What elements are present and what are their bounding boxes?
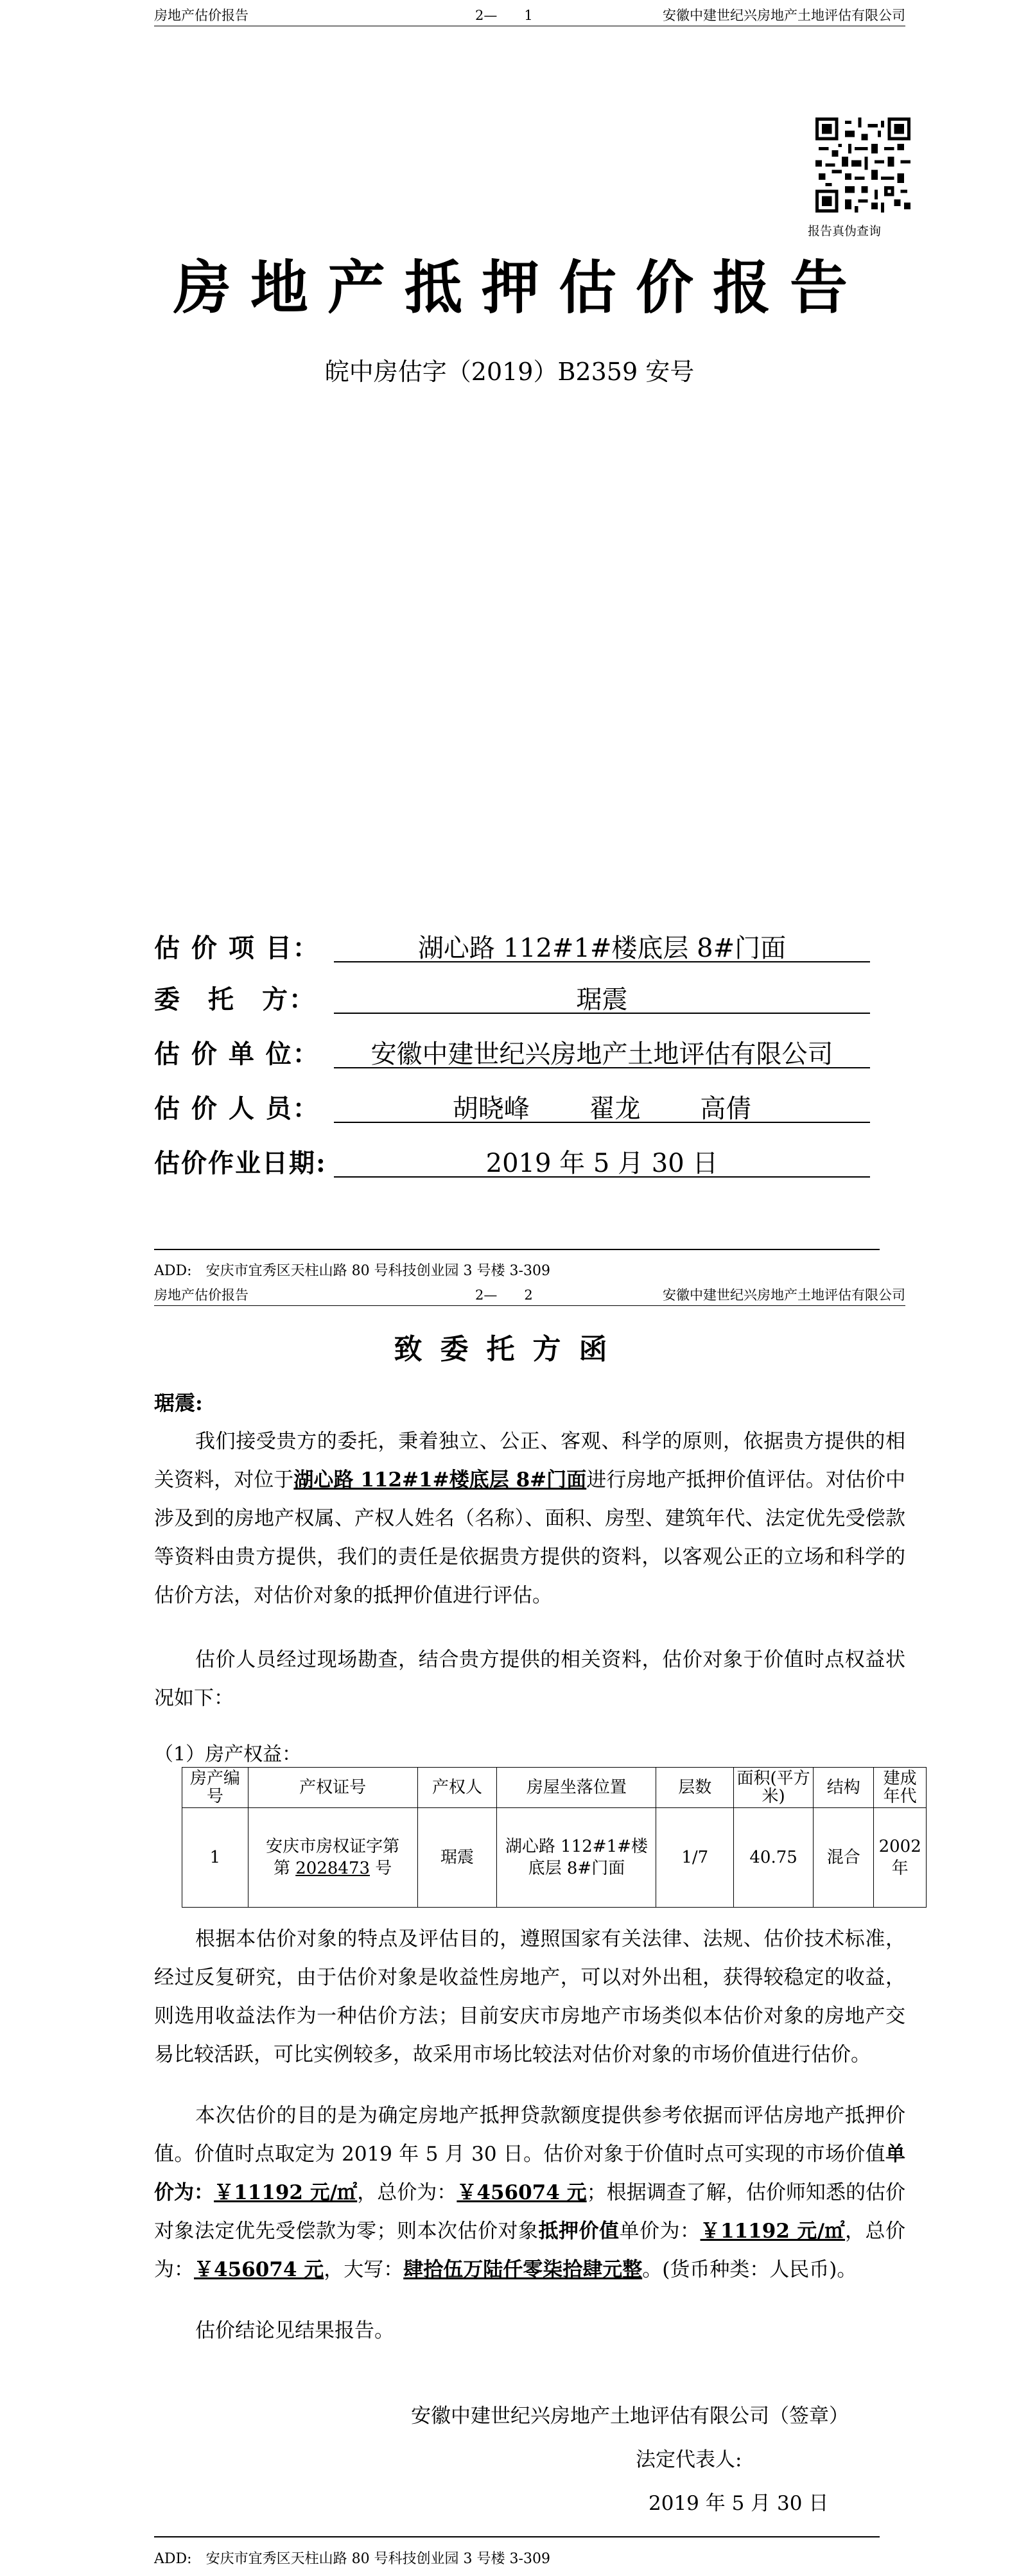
mortgage-unit-price: ￥11192 元/㎡ <box>700 2220 846 2243</box>
field-value: 安徽中建世纪兴房地产土地评估有限公司 <box>334 1034 870 1068</box>
header-right: 安徽中建世纪兴房地产土地评估有限公司 <box>663 8 905 23</box>
field-value: 2019 年 5 月 30 日 <box>334 1143 870 1178</box>
signature-date: 2019 年 5 月 30 日 <box>649 2492 829 2515</box>
field-label: 委 托 方： <box>154 984 316 1014</box>
table-cell: 琚震 <box>417 1808 497 1908</box>
paragraph-1 <box>154 1422 905 1615</box>
table-cell: 湖心路 112#1#楼底层 8#门面 <box>497 1808 656 1908</box>
property-rights-table <box>182 1767 927 1908</box>
legal-representative: 法定代表人: <box>636 2448 742 2471</box>
table-cell: 2002年 <box>874 1808 927 1908</box>
table-header-row <box>182 1768 927 1808</box>
header-right: 安徽中建世纪兴房地产土地评估有限公司 <box>663 1287 905 1303</box>
text: 。(货币种类：人民币)。 <box>642 2258 857 2281</box>
table-cell: 1 <box>182 1808 248 1908</box>
field-label: 估 价 人 员： <box>154 1093 320 1124</box>
table-cell: 混合 <box>814 1808 874 1908</box>
text: 单价为： <box>619 2220 701 2243</box>
field-appraiser-company <box>154 1034 880 1072</box>
text: ，大写： <box>324 2258 404 2281</box>
qr-code-icon[interactable] <box>815 117 910 213</box>
field-client <box>154 979 880 1018</box>
table-cell: 40.75 <box>734 1808 814 1908</box>
footer-address: ADD: 安庆市宜秀区天柱山路 80 号科技创业园 3 号楼 3-309 <box>154 2551 550 2567</box>
table-header: 结构 <box>814 1768 874 1808</box>
header-left: 房地产估价报告 <box>154 8 248 23</box>
salutation: 琚震: <box>154 1391 203 1415</box>
text: 抵押价值 <box>538 2220 620 2243</box>
field-label: 估 价 单 位： <box>154 1039 320 1069</box>
sub-heading: （1）房产权益： <box>154 1743 302 1766</box>
document-number: 皖中房估字（2019）B2359 安号 <box>324 358 695 386</box>
footer-rule <box>154 1249 880 1250</box>
company-signature: 安徽中建世纪兴房地产土地评估有限公司（签章） <box>411 2405 849 2428</box>
field-project <box>154 928 880 966</box>
text: 我们接受贵方的委托，秉着独立、公正、客观、科学的原则，依据贵方提供的相关资料，对位于 <box>154 1430 905 1492</box>
table-header: 建成年代 <box>874 1768 927 1808</box>
qr-caption: 报告真伪查询 <box>808 224 882 238</box>
table-header: 房产编号 <box>182 1768 248 1808</box>
market-unit-price: ￥11192 元/㎡ <box>214 2181 358 2204</box>
table-header: 产权人 <box>417 1768 497 1808</box>
field-work-date <box>154 1143 880 1181</box>
report-title: 房地产抵押估价报告 <box>173 254 867 322</box>
letter-title: 致委托方函 <box>394 1333 625 1366</box>
field-appraisers <box>154 1088 880 1127</box>
property-location: 湖心路 112#1#楼底层 8#门面 <box>293 1468 587 1492</box>
table-header: 层数 <box>656 1768 734 1808</box>
text: 号 <box>375 1859 392 1878</box>
page-header <box>154 1280 905 1306</box>
paragraph-4 <box>154 2096 905 2289</box>
text: 单价为： <box>154 2143 905 2204</box>
field-label: 估价作业日期: <box>154 1148 327 1178</box>
paragraph-3: 根据本估价对象的特点及评估目的，遵照国家有关法律、法规、估价技术标准，经过反复研究，由于估价对象是收益性房地产，可以对外出租，获得较稳定的收益，则选用收益法作为一种估价方法；目前安庆市房地产市场类似本估价对象的房地产交易比较活跃，可比实例较多，故采用市场比较法对估价对象的市场价值进行估价。 <box>154 1928 905 2066</box>
field-value: 琚震 <box>334 979 870 1014</box>
header-page-number: 2— 2 <box>475 1287 533 1303</box>
footer-address: ADD: 安庆市宜秀区天柱山路 80 号科技创业园 3 号楼 3-309 <box>154 1263 550 1279</box>
text: ；根据调查了解，估价师知悉的估价对象法定优先受偿款为零；则本次估价对象 <box>154 2181 906 2243</box>
text: ，总价为： <box>154 2220 906 2281</box>
table-cell: 1/7 <box>656 1808 734 1908</box>
mortgage-total-price: ￥456074 元 <box>194 2258 324 2281</box>
footer-rule <box>154 2536 880 2537</box>
field-value: 胡晓峰 翟龙 高倩 <box>334 1088 870 1123</box>
table-cell <box>248 1808 417 1908</box>
text: 本次估价的目的是为确定房地产抵押贷款额度提供参考依据而评估房地产抵押价值。价值时点取定为 2019 年 5 月 30 日。估价对象于价值时点可实现的市场价值 <box>154 2104 905 2166</box>
market-total-price: ￥456074 元 <box>457 2181 587 2204</box>
header-page-number: 2— 1 <box>475 8 533 23</box>
text: 第 <box>273 1859 296 1878</box>
table-header: 房屋坐落位置 <box>497 1768 656 1808</box>
text: ，总价为： <box>357 2181 457 2204</box>
cert-number: 2028473 <box>295 1859 370 1878</box>
header-left: 房地产估价报告 <box>154 1287 248 1303</box>
table-header: 面积(平方米) <box>734 1768 814 1808</box>
paragraph-5: 估价结论见结果报告。 <box>195 2319 394 2342</box>
table-row <box>182 1808 927 1908</box>
text: 进行房地产抵押价值评估。对估价中涉及到的房地产权属、产权人姓名（名称）、面积、房型、建筑年代、法定优先受偿款等资料由贵方提供，我们的责任是依据贵方提供的资料，以客观公正的立场和科学的估价方法，对估价对象的抵押价值进行评估。 <box>154 1468 906 1607</box>
amount-in-words: 肆拾伍万陆仟零柒拾肆元整 <box>403 2258 643 2281</box>
paragraph-2: 估价人员经过现场勘查，结合贵方提供的相关资料，估价对象于价值时点权益状况如下： <box>154 1648 905 1710</box>
field-value: 湖心路 112#1#楼底层 8#门面 <box>334 928 870 962</box>
text: 安庆市房权证字第 <box>266 1837 400 1856</box>
page-header <box>154 0 905 26</box>
table-header: 产权证号 <box>248 1768 417 1808</box>
field-label: 估 价 项 目： <box>154 933 320 963</box>
